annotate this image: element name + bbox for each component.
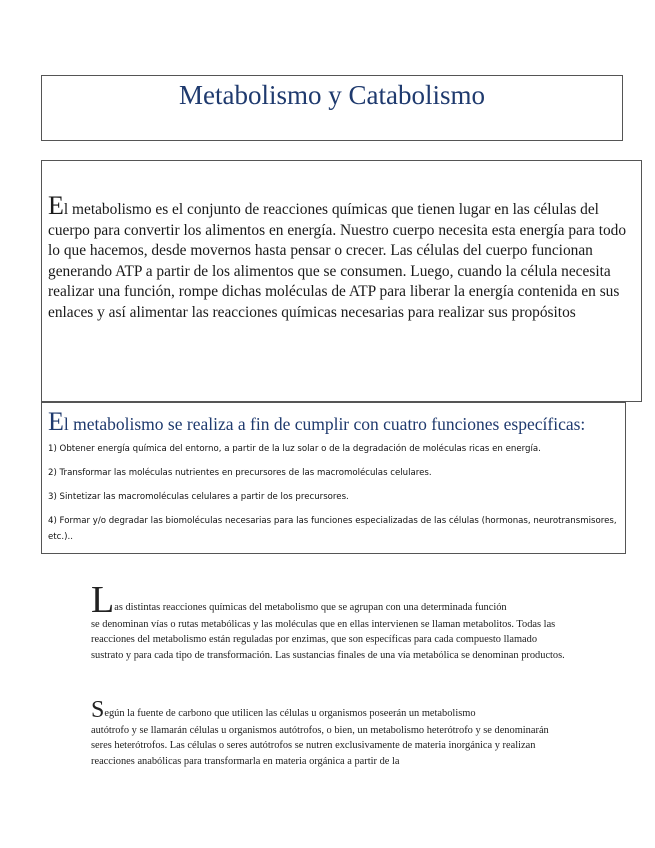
functions-box: [41, 402, 626, 554]
functions-heading: [48, 407, 623, 437]
para1-first-text: as distintas reacciones químicas del metabolismo que se agrupan con una determinada función: [114, 602, 507, 613]
para1-first-line: [91, 579, 571, 621]
para1-rest: se denominan vías o rutas metabólicas y las moléculas que en ellas intervienen se llaman metabolitos. Todas las reacciones del metabolismo están reguladas por enzimas, que son específicas para cada compuesto llamado sustrato y para cada tipo de transformación. Las sustancias finales de una vía metabólica se denominan productos.: [91, 619, 565, 661]
list-item: 4) Formar y/o degradar las biomoléculas necesarias para las funciones especializadas de las células (hormonas, neurotransmisores, etc.)..: [48, 516, 617, 542]
para2-dropcap: S: [91, 697, 105, 723]
intro-text: l metabolismo es el conjunto de reacciones químicas que tienen lugar en las células del cuerpo para convertir los alimentos en energía. Nuestro cuerpo necesita esta energía para todo lo que hacemos, desde movernos hasta pensar o crecer. Las células del cuerpo funcionan generando ATP a partir de los alimentos que se consumen. Luego, cuando la célula necesita realizar una función, rompe dichas moléculas de ATP para liberar la energía contenida en sus enlaces y así alimentar las reacciones químicas necesarias para realizar sus propósitos: [48, 201, 627, 321]
list-item: 1) Obtener energía química del entorno, a partir de la luz solar o de la degradación de moléculas ricas en energía.: [48, 444, 541, 454]
list-item: 2) Transformar las moléculas nutrientes en precursores de las macromoléculas celulares.: [48, 468, 432, 478]
functions-heading-dropcap: E: [48, 407, 64, 436]
functions-list: [48, 441, 622, 553]
para2-rest: autótrofo y se llamarán células u organismos autótrofos, o bien, un metabolismo heterótrofo y se denominarán seres heterótrofos. Las células o seres autótrofos se nutren exclusivamente de materia inorgánica y realizan reacciones anabólicas para transformarla en materia orgánica a partir de la: [91, 725, 549, 767]
para2-first-line: [91, 697, 571, 723]
metabolic-routes-paragraph: [91, 579, 571, 663]
para2-first-text: egún la fuente de carbono que utilicen las células u organismos poseerán un metabolismo: [104, 708, 476, 719]
page-title: Metabolismo y Catabolismo: [179, 80, 485, 110]
intro-paragraph: [48, 193, 638, 324]
para1-dropcap: L: [91, 579, 115, 621]
list-item: 3) Sintetizar las macromoléculas celulares a partir de los precursores.: [48, 492, 349, 502]
carbon-source-paragraph: [91, 697, 571, 769]
intro-dropcap: E: [48, 191, 64, 220]
title-box: [41, 75, 623, 141]
functions-heading-text: l metabolismo se realiza a fin de cumplir con cuatro funciones específicas:: [63, 414, 586, 434]
intro-box: [41, 160, 642, 402]
